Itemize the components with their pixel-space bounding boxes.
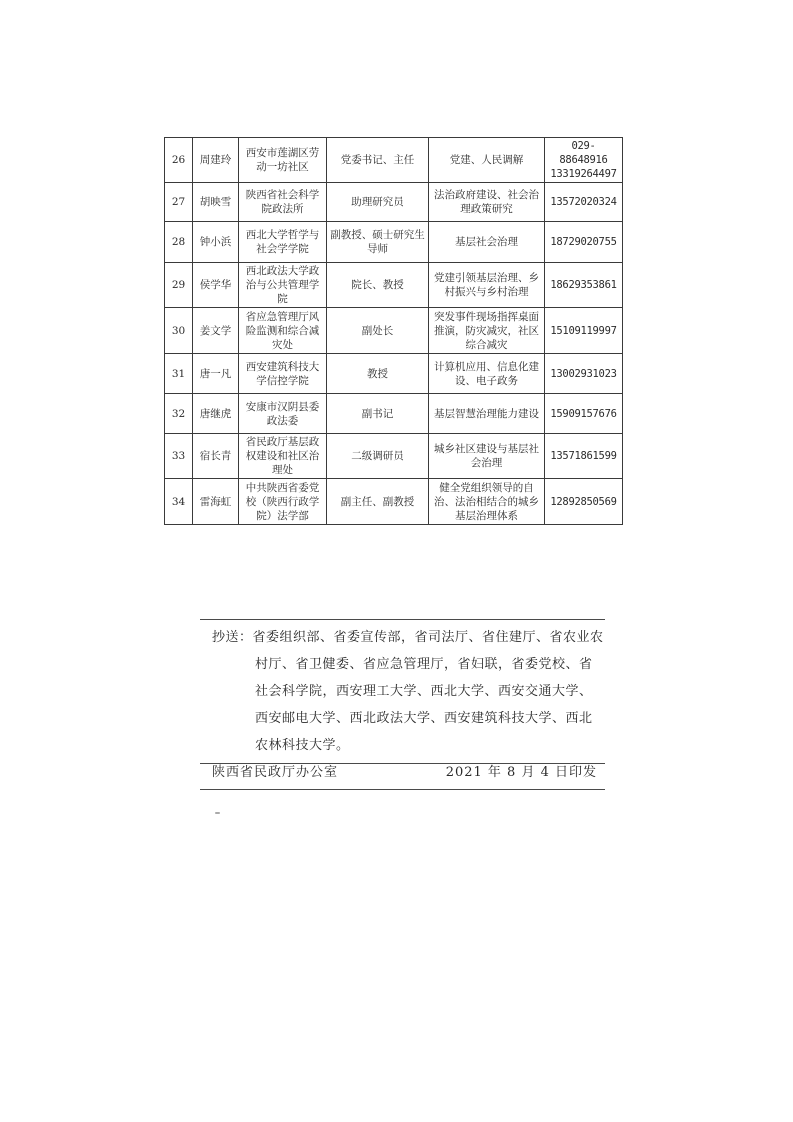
work-unit: 陕西省社会科学院政法所 [239, 183, 327, 222]
issuing-office: 陕西省民政厅办公室 [212, 765, 339, 780]
expertise-field: 党建、人民调解 [429, 138, 545, 183]
expert-name: 周建玲 [193, 138, 239, 183]
row-number: 33 [165, 434, 193, 479]
row-number: 28 [165, 222, 193, 263]
expertise-field: 健全党组织领导的自治、法治相结合的城乡基层治理体系 [429, 479, 545, 525]
table-row [165, 354, 623, 394]
table-row [165, 434, 623, 479]
row-number: 26 [165, 138, 193, 183]
row-number: 34 [165, 479, 193, 525]
issue-date: 2021 年 8 月 4 日印发 [445, 765, 597, 780]
expertise-field: 基层智慧治理能力建设 [429, 394, 545, 434]
job-title: 党委书记、主任 [327, 138, 429, 183]
contact-phone: 18629353861 [545, 263, 623, 308]
job-title: 副主任、副教授 [327, 479, 429, 525]
row-number: 32 [165, 394, 193, 434]
expertise-field: 突发事件现场指挥桌面推演，防灾减灾，社区综合减灾 [429, 308, 545, 354]
expert-name: 姜文学 [193, 308, 239, 354]
table-row [165, 183, 623, 222]
expertise-field: 城乡社区建设与基层社会治理 [429, 434, 545, 479]
work-unit: 西北大学哲学与社会学学院 [239, 222, 327, 263]
contact-phone: 029-88648916 13319264497 [545, 138, 623, 183]
row-number: 30 [165, 308, 193, 354]
expert-name: 雷海虹 [193, 479, 239, 525]
expert-name: 侯学华 [193, 263, 239, 308]
work-unit: 中共陕西省委党校（陕西行政学院）法学部 [239, 479, 327, 525]
job-title: 院长、教授 [327, 263, 429, 308]
expert-name: 钟小浜 [193, 222, 239, 263]
scan-speck [215, 812, 220, 814]
job-title: 副书记 [327, 394, 429, 434]
expertise-field: 法治政府建设、社会治理政策研究 [429, 183, 545, 222]
table-row [165, 138, 623, 183]
expertise-field: 党建引领基层治理、乡村振兴与乡村治理 [429, 263, 545, 308]
contact-phone: 18729020755 [545, 222, 623, 263]
work-unit: 西安市莲湖区劳动一坊社区 [239, 138, 327, 183]
contact-phone: 13571861599 [545, 434, 623, 479]
work-unit: 省民政厅基层政权建设和社区治理处 [239, 434, 327, 479]
expert-name: 唐继虎 [193, 394, 239, 434]
contact-phone: 13572020324 [545, 183, 623, 222]
row-number: 27 [165, 183, 193, 222]
job-title: 教授 [327, 354, 429, 394]
expertise-field: 计算机应用、信息化建设、电子政务 [429, 354, 545, 394]
roster-body [165, 138, 623, 525]
work-unit: 省应急管理厅风险监测和综合减灾处 [239, 308, 327, 354]
expert-name: 宿长青 [193, 434, 239, 479]
job-title: 助理研究员 [327, 183, 429, 222]
contact-phone: 13002931023 [545, 354, 623, 394]
row-number: 31 [165, 354, 193, 394]
table-row [165, 222, 623, 263]
expertise-field: 基层社会治理 [429, 222, 545, 263]
job-title: 副教授、硕士研究生导师 [327, 222, 429, 263]
expert-name: 唐一凡 [193, 354, 239, 394]
work-unit: 西安建筑科技大学信控学院 [239, 354, 327, 394]
contact-phone: 15109119997 [545, 308, 623, 354]
work-unit: 安康市汉阴县委政法委 [239, 394, 327, 434]
contact-phone: 12892850569 [545, 479, 623, 525]
expert-name: 胡映雪 [193, 183, 239, 222]
issuance-footer [200, 751, 605, 790]
contact-phone: 15909157676 [545, 394, 623, 434]
table-row [165, 308, 623, 354]
table-row [165, 394, 623, 434]
job-title: 二级调研员 [327, 434, 429, 479]
expert-roster-table [164, 137, 623, 525]
cc-distribution-text: 抄送：省委组织部、省委宣传部，省司法厅、省住建厅、省农业农村厅、省卫健委、省应急管理厅，省妇联，省委党校、省社会科学院，西安理工大学、西北大学、西安交通大学、西安邮电大学、西北政法大学、西安建筑科技大学、西北农林科技大学。 [212, 630, 604, 753]
job-title: 副处长 [327, 308, 429, 354]
cc-distribution-block [200, 619, 605, 764]
work-unit: 西北政法大学政治与公共管理学院 [239, 263, 327, 308]
table-row [165, 479, 623, 525]
row-number: 29 [165, 263, 193, 308]
table-row [165, 263, 623, 308]
